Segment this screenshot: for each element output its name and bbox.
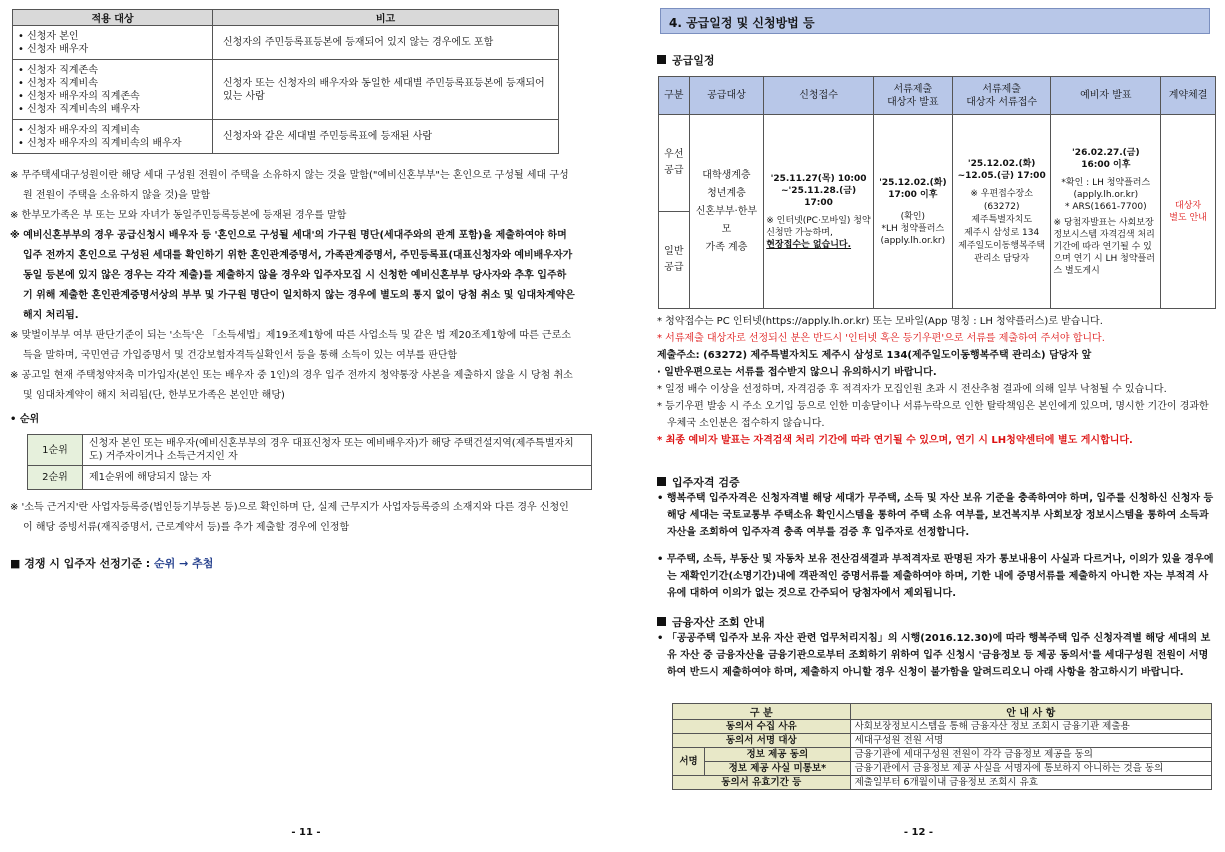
table-cell: 신청자 본인 또는 배우자(예비신혼부부의 경우 대표신청자 또는 예비배우자)가 해당 주택건설지역(제주특별자치도) 거주자이거나 소득근거지인 자 — [83, 435, 592, 466]
list-item: • 신청자 직계비속의 배우자 — [18, 103, 140, 115]
table-header: 계약체결 — [1161, 77, 1216, 115]
table-row: 동의서 수집 사유 사회보장정보시스템을 통해 금융자산 정보 조회시 금융기관 제출용 — [673, 720, 1212, 734]
verify-heading: 입주자격 검증 — [657, 474, 740, 490]
note: * 서류제출 대상자로 선정되신 분은 반드시 '인터넷 혹은 등기우편'으로 서류를 제출하여 주셔야 합니다. — [657, 333, 1105, 344]
table-row — [13, 120, 559, 154]
table-row — [13, 60, 559, 120]
list-item: • 신청자 배우자의 직계비속 — [18, 124, 140, 136]
table-header: 비고 — [213, 10, 559, 26]
note: * 최종 예비자 발표는 자격검색 처리 기간에 따라 연기될 수 있으며, 연기 시 LH청약센터에 별도 게시합니다. — [657, 435, 1133, 446]
selection-value: 순위 → 추첨 — [154, 557, 214, 570]
table-cell: '25.12.02.(화) ~12.05.(금) 17:00 ※ 우편접수장소 (63272) 제주특별자치도 제주시 삼성로 134 제주일도이동행복주택 관리소 담당자 — [952, 115, 1051, 309]
table-cell: '26.02.27.(금) 16:00 이후 *확인 : LH 청약플러스 (apply.lh.or.kr) * ARS(1661-7700) ※ 당첨자발표는 사회보장정보시스템 자격검색 처리 기간에 따라 연기될 수 있으며 연기 시 LH 청약플러스 별도게시 — [1051, 115, 1161, 309]
list-item: • 신청자 배우자의 직계비속의 배우자 — [18, 137, 182, 149]
note: ※ '소득 근거지'란 사업자등록증(법인등기부등본 등)으로 확인하며 단, 실제 근무지가 사업자등록증의 소재지와 다른 경우 신청인이 해당 증빙서류(재직증명서, 근로계약서 등)를 추가 제출할 경우에 인정함 — [10, 502, 569, 533]
page-number: - 12 - — [903, 827, 934, 838]
table-cell: 신청자와 같은 세대별 주민등록표에 등재된 사람 — [213, 120, 559, 154]
table-cell: 대상자 별도 안내 — [1161, 115, 1216, 309]
list-item: • 신청자 배우자의 직계존속 — [18, 90, 140, 102]
section-title: 4. 공급일정 및 신청방법 등 — [660, 8, 1210, 34]
rank-table — [27, 434, 592, 490]
selection-criteria-heading: ■ 경쟁 시 입주자 선정기준 : 순위 → 추첨 — [10, 557, 214, 570]
rank-cell: 2순위 — [28, 466, 83, 490]
table-header: 예비자 발표 — [1051, 77, 1161, 115]
table-cell: 신청자의 주민등록표등본에 등재되어 있지 않는 경우에도 포함 — [213, 26, 559, 60]
table-cell: 신청자 또는 신청자의 배우자와 동일한 세대별 주민등록표등본에 등재되어 있는 사람 — [213, 60, 559, 120]
family-scope-table — [12, 9, 559, 154]
table-row: 동의서 서명 대상 세대구성원 전원 서명 — [673, 734, 1212, 748]
note: * 등기우편 발송 시 주소 오기입 등으로 인한 미송달이나 서류누락으로 인한 탈락책임은 본인에게 있으며, 명시한 기간이 경과한 우체국 소인분은 접수하지 않습니다. — [657, 401, 1209, 429]
table-row: 동의서 유효기간 등 제출일부터 6개월이내 금융정보 조회시 유효 — [673, 776, 1212, 790]
note: ※ 무주택세대구성원이란 해당 세대 구성원 전원이 주택을 소유하지 않는 것을 말함("예비신혼부부"는 혼인으로 구성될 세대 구성원 전원이 주택을 소유하지 않을 것)을 말함 — [10, 170, 569, 201]
table-header: 적용 대상 — [13, 10, 213, 26]
finance-paragraph: • 「공공주택 입주자 보유 자산 관련 업무처리지침」의 시행(2016.12.30)에 따라 행복주택 입주 신청자격별 해당 세대의 보유 자산 중 금융자산을 금융기관으로부터 조회하기 위하여 입주 신청시 '금융정보 등 제공 동의서'를 세대구성원 전원이 서명하여 반드시 제출하여야 하며, 제출하지 아니할 경우 신청이 불가함을 알려드리오니 아래 사항을 참고하시기 바랍니다. — [657, 633, 1211, 678]
row-label: 우선 공급 — [659, 115, 690, 212]
table-row — [28, 435, 592, 466]
rank-heading: • 순위 — [10, 414, 40, 425]
table-cell: 제1순위에 해당되지 않는 자 — [83, 466, 592, 490]
note: 제출주소: (63272) 제주특별자치도 제주시 삼성로 134(제주일도이동행복주택 관리소) 담당자 앞 — [657, 350, 1092, 361]
note: * 청약접수는 PC 인터넷(https://apply.lh.or.kr) 또는 모바일(App 명칭 : LH 청약플러스)로 받습니다. — [657, 316, 1103, 327]
note: ※ 예비신혼부부의 경우 공급신청시 배우자 등 '혼인으로 구성될 세대'의 가구원 명단(세대주와의 관계 포함)을 제출하여야 하며 입주 전까지 혼인으로 구성된 세대를 확인하기 위한 혼인관계증명서, 가족관계증명서, 주민등록표(대표신청자와 예비배우자가 동일 등본에 있지 않은 경우는 각각 제출)를 제출하지 않을 경우와 입주자모집 시 신청한 예비신혼부부 당사자와 추후 입주하기 위해 제출한 혼인관계증명서상의 부부 및 가구원 명단이 일치하지 않는 경우에 별도의 통지 없이 당첨 취소 및 임대차계약은 해지 처리됨. — [10, 230, 575, 321]
list-item: • 신청자 직계존속 — [18, 64, 98, 76]
note: ※ 한부모가족은 부 또는 모와 자녀가 동일주민등록등본에 등재된 경우를 말함 — [10, 210, 347, 221]
table-header: 공급대상 — [689, 77, 764, 115]
table-cell: 대학생계층 청년계층 신혼부부·한부모 가족 계층 — [689, 115, 764, 309]
table-row — [13, 26, 559, 60]
table-row: 정보 제공 사실 미통보* 금융기관에서 금융정보 제공 사실을 서명자에 통보하지 아니하는 것을 동의 — [673, 762, 1212, 776]
paragraph: • 행복주택 입주자격은 신청자격별 해당 세대가 무주택, 소득 및 자산 보유 기준을 충족하여야 하며, 입주를 신청하신 신청자 등 해당 세대는 국토교통부 주택소유 확인시스템을 통하여 주택 소유 여부를, 보건복지부 사회보장 정보시스템을 통하여 소득과 자산을 조회하여 입주자격 충족 여부를 검증 후 입주자로 선정합니다. — [657, 493, 1214, 538]
table-header: 신청접수 — [764, 77, 874, 115]
note: * 일정 배수 이상을 선정하며, 자격검증 후 적격자가 모집인원 초과 시 전산추첨 결과에 의해 일부 낙첨될 수 있습니다. — [657, 384, 1167, 395]
table-row — [28, 466, 592, 490]
table-row: 서명 정보 제공 동의 금융기관에 세대구성원 전원이 각각 금융정보 제공을 동의 — [673, 748, 1212, 762]
table-cell: '25.11.27(목) 10:00 ~'25.11.28.(금) 17:00 ※ 인터넷(PC·모바일) 청약 신청만 가능하며, 현장접수는 없습니다. — [764, 115, 874, 309]
left-page — [0, 0, 612, 852]
finance-heading: 금융자산 조회 안내 — [657, 614, 765, 630]
note: · 일반우편으로는 서류를 접수받지 않으니 유의하시기 바랍니다. — [657, 367, 937, 378]
page-number: - 11 - — [291, 827, 321, 838]
table-cell: '25.12.02.(화) 17:00 이후 (확인) *LH 청약플러스 (apply.lh.or.kr) — [873, 115, 952, 309]
table-header: 서류제출 대상자 서류접수 — [952, 77, 1051, 115]
notes-block — [10, 166, 575, 406]
paragraph: • 무주택, 소득, 부동산 및 자동차 보유 전산검색결과 부적격자로 판명된 자가 통보내용이 사실과 다르거나, 이의가 있을 경우에는 재확인기간(소명기간)내에 객관적인 증명서류를 제출하여야 하며, 기한 내에 증명서류를 제출하지 아니한 자는 부적격 사유에 대하여 이의가 없는 것으로 간주되어 당첨자에서 제외됩니다. — [657, 554, 1214, 599]
schedule-heading: 공급일정 — [657, 52, 715, 68]
list-item: • 신청자 본인 — [18, 30, 79, 42]
table-header: 구분 — [659, 77, 690, 115]
table-header: 서류제출 대상자 발표 — [873, 77, 952, 115]
table-header: 안 내 사 항 — [850, 704, 1211, 720]
rank-cell: 1순위 — [28, 435, 83, 466]
row-label: 일반 공급 — [659, 212, 690, 309]
list-item: • 신청자 직계비속 — [18, 77, 98, 89]
note: ※ 맞벌이부부 여부 판단기준이 되는 '소득'은 「소득세법」제19조제1항에 따른 사업소득 및 같은 법 제20조제1항에 따른 근로소득을 말하며, 국민연금 가입증명서 및 건강보험자격득실확인서 등을 통해 소득이 있는 여부를 판단함 — [10, 330, 571, 361]
list-item: • 신청자 배우자 — [18, 43, 89, 55]
notes-block — [10, 498, 575, 538]
note: ※ 공고일 현재 주택청약저축 미가입자(본인 또는 배우자 중 1인)의 경우 입주 전까지 청약통장 사본을 제출하지 않을 시 당첨 취소 및 임대차계약이 해지 처리됨(단, 한부모가족은 본인만 해당) — [10, 370, 573, 401]
right-page — [612, 0, 1225, 852]
table-header: 구 분 — [673, 704, 851, 720]
